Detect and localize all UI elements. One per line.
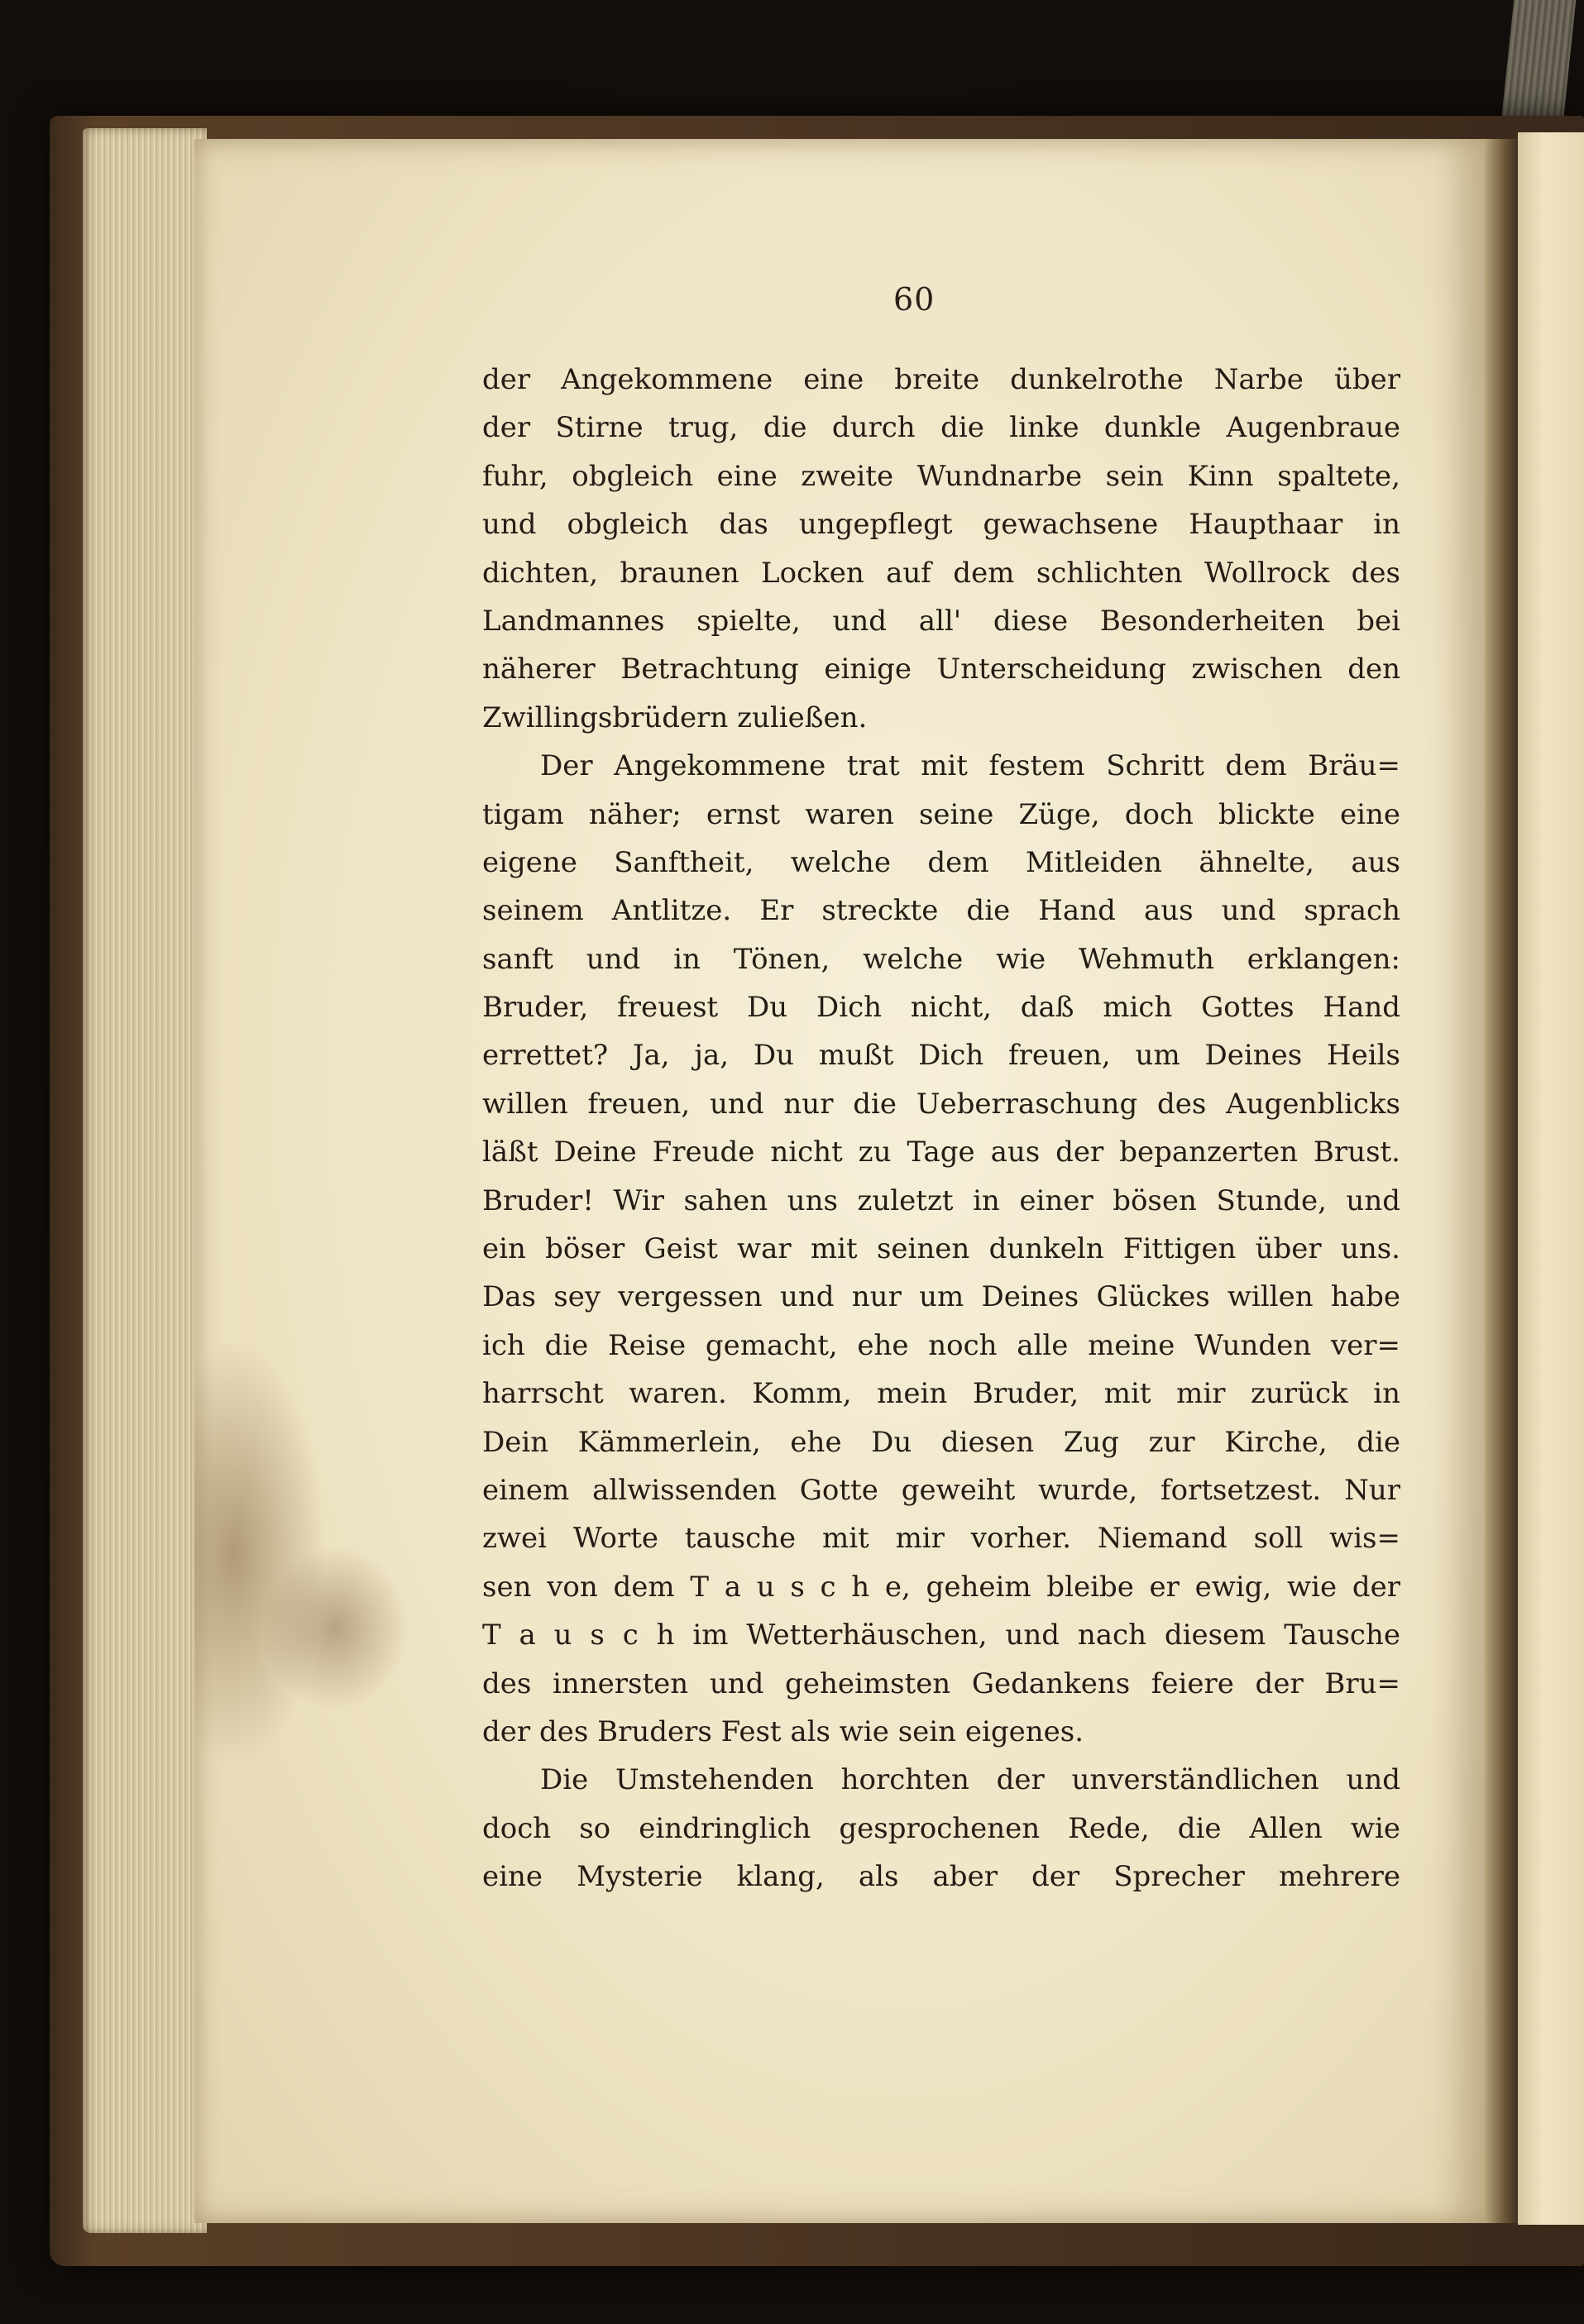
page-edges xyxy=(83,128,207,2233)
text-line: und obgleich das ungepflegt gewachsene Haupthaar in xyxy=(482,508,1400,542)
body-text xyxy=(482,356,1400,1901)
text-line: zwei Worte tausche mit mir vorher. Niemand soll wis= xyxy=(482,1522,1400,1556)
text-line: läßt Deine Freude nicht zu Tage aus der bepanzerten Brust. xyxy=(482,1136,1400,1169)
text-line: Zwillingsbrüdern zuließen. xyxy=(482,701,868,734)
text-line: tigam näher; ernst waren seine Züge, doch blickte eine xyxy=(482,797,1400,831)
text-line: T a u s c h im Wetterhäuschen, und nach diesem Tausche xyxy=(482,1619,1400,1652)
text-line: näherer Betrachtung einige Unterscheidung zwischen den xyxy=(482,653,1400,686)
text-line: Bruder! Wir sahen uns zuletzt in einer bösen Stunde, und xyxy=(482,1184,1400,1217)
text-line: eigene Sanftheit, welche dem Mitleiden ähnelte, aus xyxy=(482,845,1400,879)
text-line: Der Angekommene trat mit festem Schritt dem Bräu= xyxy=(540,749,1400,783)
text-line: sen von dem T a u s c h e, geheim bleibe er ewig, wie der xyxy=(482,1570,1400,1604)
text-line: fuhr, obgleich eine zweite Wundnarbe sein Kinn spaltete, xyxy=(482,459,1400,493)
text-line: willen freuen, und nur die Ueberraschung des Augenblicks xyxy=(482,1087,1400,1121)
book-gutter xyxy=(1485,139,1518,2223)
text-line: sanft und in Tönen, welche wie Wehmuth erklangen: xyxy=(482,942,1400,976)
page-number: 60 xyxy=(893,281,936,318)
text-line: der des Bruders Fest als wie sein eigenes. xyxy=(482,1714,1084,1748)
text-line: Bruder, freuest Du Dich nicht, daß mich Gottes Hand xyxy=(482,991,1400,1025)
text-line: des innersten und geheimsten Gedankens feiere der Bru= xyxy=(482,1666,1400,1700)
page-stain xyxy=(261,1545,409,1710)
text-line: ein böser Geist war mit seinen dunkeln Fittigen über uns. xyxy=(482,1232,1400,1266)
text-line: der Angekommene eine breite dunkelrothe Narbe über xyxy=(482,363,1400,396)
text-line: harrscht waren. Komm, mein Bruder, mit mir zurück in xyxy=(482,1377,1400,1411)
text-line: ich die Reise gemacht, ehe noch alle meine Wunden ver= xyxy=(482,1328,1400,1362)
text-line: Dein Kämmerlein, ehe Du diesen Zug zur Kirche, die xyxy=(482,1425,1400,1459)
text-line: der Stirne trug, die durch die linke dunkle Augenbraue xyxy=(482,411,1400,445)
text-line: seinem Antlitze. Er streckte die Hand aus und sprach xyxy=(482,894,1400,928)
facing-page-edge xyxy=(1518,132,1584,2225)
text-line: Das sey vergessen und nur um Deines Glückes willen habe xyxy=(482,1280,1400,1314)
text-line: Die Umstehenden horchten der unverständlichen und xyxy=(540,1763,1400,1797)
text-line: Landmannes spielte, und all' diese Besonderheiten bei xyxy=(482,604,1400,638)
text-line: errettet? Ja, ja, Du mußt Dich freuen, um Deines Heils xyxy=(482,1039,1400,1073)
text-line: dichten, braunen Locken auf dem schlichten Wollrock des xyxy=(482,556,1400,590)
text-line: eine Mysterie klang, als aber der Sprecher mehrere xyxy=(482,1860,1400,1894)
text-line: doch so eindringlich gesprochenen Rede, die Allen wie xyxy=(482,1811,1400,1845)
text-line: einem allwissenden Gotte geweiht wurde, fortsetzest. Nur xyxy=(482,1473,1400,1507)
